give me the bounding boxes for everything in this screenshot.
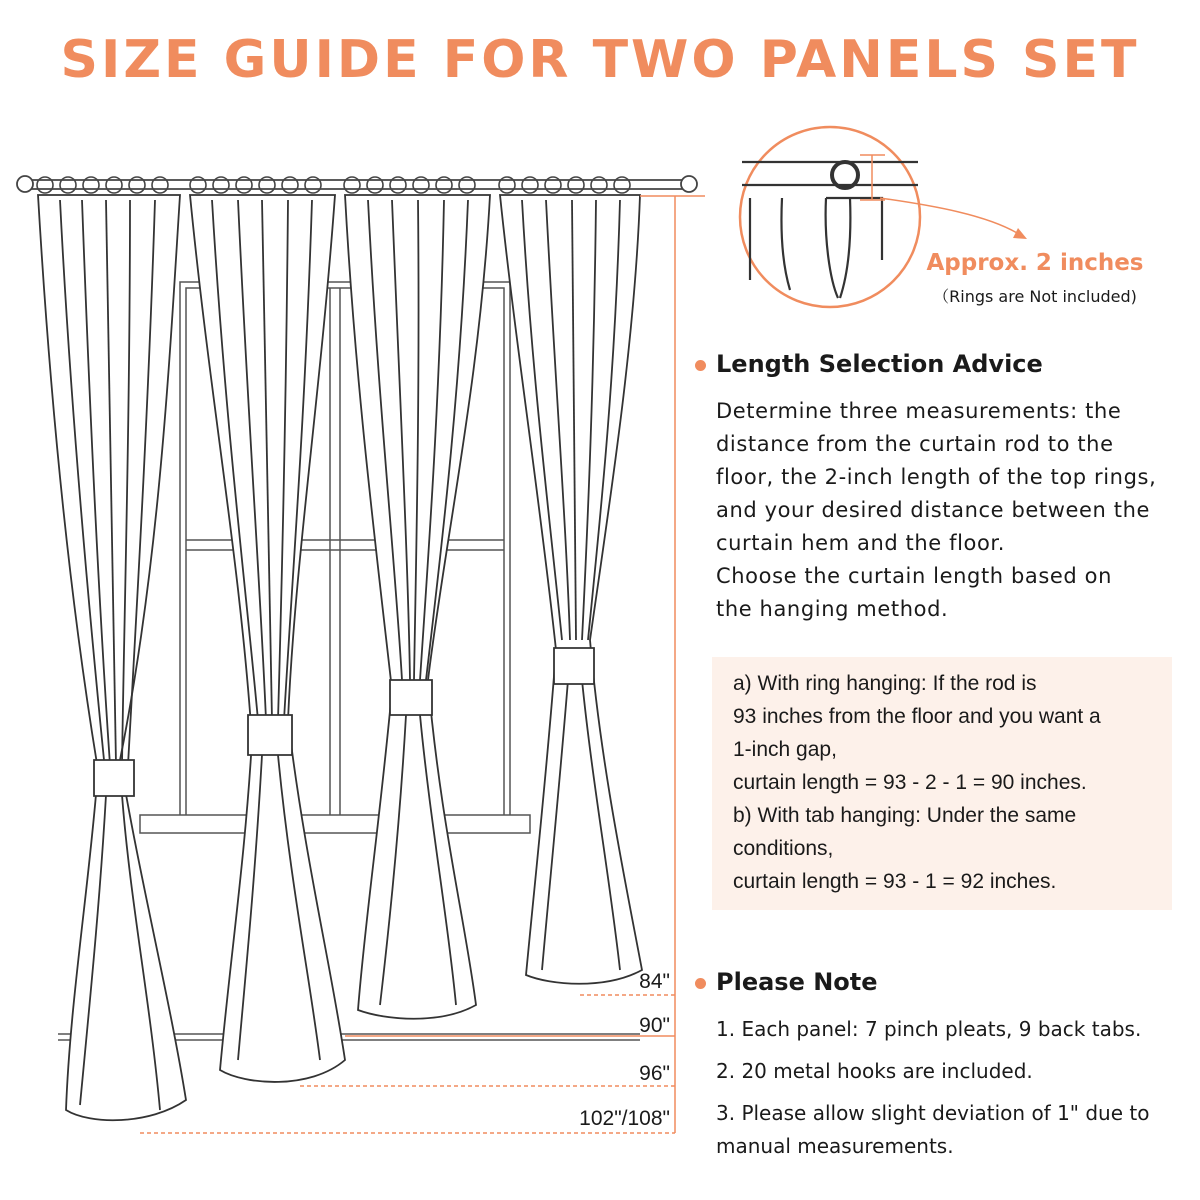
advice-line: the hanging method. [716, 597, 949, 621]
advice-line: Determine three measurements: the [716, 399, 1122, 423]
length-label-90: 90" [639, 1014, 670, 1037]
advice-line: distance from the curtain rod to the [716, 432, 1114, 456]
example-line: curtain length = 93 - 2 - 1 = 90 inches. [733, 771, 1087, 794]
example-line: curtain length = 93 - 1 = 92 inches. [733, 870, 1057, 893]
example-line: 1-inch gap, [733, 738, 837, 761]
curtain-panel-2 [190, 195, 345, 1082]
note-item: 3. Please allow slight deviation of 1" due to [716, 1101, 1150, 1125]
ring-size-label: Approx. 2 inches [926, 250, 1144, 276]
advice-line: and your desired distance between the [716, 498, 1151, 522]
note-item: 2. 20 metal hooks are included. [716, 1059, 1033, 1083]
curtain-panel-3 [345, 195, 490, 1019]
example-line: 93 inches from the floor and you want a [733, 705, 1101, 728]
page-title: SIZE GUIDE FOR TWO PANELS SET [60, 30, 1140, 90]
advice-line: curtain hem and the floor. [716, 531, 1005, 555]
curtain-panel-1 [38, 195, 186, 1120]
example-line: b) With tab hanging: Under the same [733, 804, 1077, 827]
curtain-panel-4 [500, 195, 642, 984]
example-line: conditions, [733, 837, 834, 860]
length-label-102-108: 102"/108" [579, 1107, 670, 1130]
note-item: 1. Each panel: 7 pinch pleats, 9 back tabs. [716, 1017, 1142, 1041]
bullet-icon [695, 360, 706, 371]
note-item: manual measurements. [716, 1134, 954, 1158]
ring-note: （Rings are Not included) [933, 287, 1137, 306]
length-label-96: 96" [639, 1062, 670, 1085]
example-line: a) With ring hanging: If the rod is [733, 672, 1037, 695]
example-text [733, 667, 1173, 898]
advice-line: floor, the 2-inch length of the top rings, [716, 465, 1157, 489]
please-note-heading: Please Note [716, 968, 878, 996]
ring-detail-magnifier [740, 127, 1027, 307]
bullet-icon [695, 978, 706, 989]
length-advice-heading: Length Selection Advice [716, 350, 1043, 378]
length-label-84: 84" [639, 970, 670, 993]
length-advice-text [716, 395, 1186, 626]
advice-line: Choose the curtain length based on [716, 564, 1112, 588]
curtain-rod [17, 176, 697, 193]
